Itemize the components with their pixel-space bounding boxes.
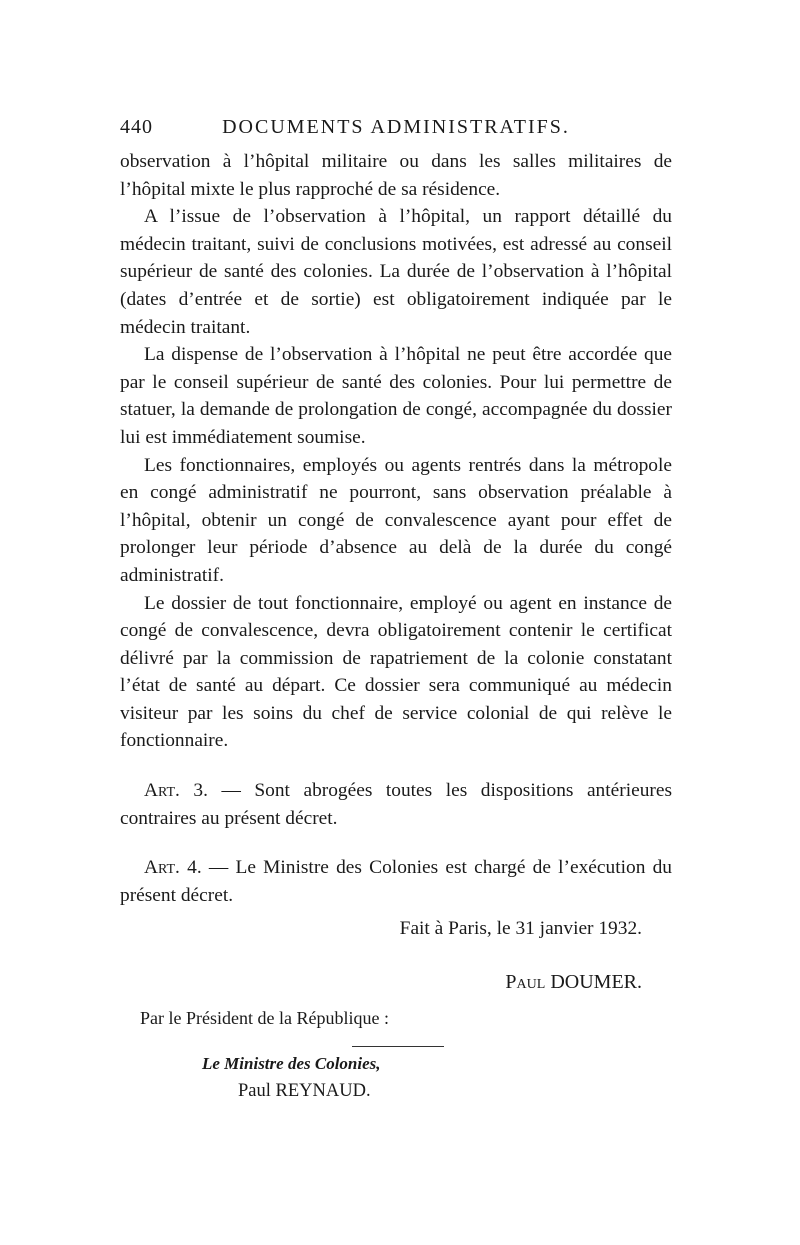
article-text: — Sont abrogées toutes les dispositions antérieures contraires au présent décret. xyxy=(120,780,672,829)
page-number: 440 xyxy=(120,116,153,138)
signatory xyxy=(120,969,672,997)
signatory-last-name: DOUMER. xyxy=(545,971,642,994)
signatory-first-name: Paul xyxy=(505,971,546,994)
article-label: Art. 4. xyxy=(144,857,202,879)
paragraph: Les fonctionnaires, employés ou agents rentrés dans la métropole en congé administratif ne pourront, sans observation préalable à l’hôpital, obtenir un congé de convalescence ayant pour effet de prolonger leur période d’absence au delà de la durée du congé administratif. xyxy=(120,454,672,586)
signed-at: Fait à Paris, le 31 janvier 1932. xyxy=(399,918,642,940)
minister-name: Paul REYNAUD. xyxy=(238,1080,371,1101)
article-3 xyxy=(120,777,672,832)
paragraph: Le dossier de tout fonctionnaire, employé ou agent en instance de congé de convalescence, devra obligatoirement contenir le certificat délivré par la commission de rapatriement de la colonie constatant l’état de santé au départ. Ce dossier sera communiqué au médecin visiteur par les soins du chef de service colonial de qui relève le fonctionnaire. xyxy=(120,592,672,752)
running-header xyxy=(120,116,672,146)
running-title: DOCUMENTS ADMINISTRATIFS. xyxy=(222,116,570,138)
minister-title: Le Ministre des Colonies, xyxy=(202,1054,381,1074)
page-body xyxy=(120,148,672,1105)
by-president-line: Par le Président de la République : xyxy=(140,1007,389,1028)
closing-rule xyxy=(352,1046,444,1047)
article-text: — Le Ministre des Colonies est chargé de l’exécution du présent décret. xyxy=(120,857,672,906)
paragraph-continued: observation à l’hôpital militaire ou dans les salles militaires de l’hôpital mixte le plus rapproché de sa résidence. xyxy=(120,151,672,200)
article-4 xyxy=(120,854,672,909)
article-label: Art. 3. xyxy=(144,780,208,802)
paragraph: La dispense de l’observation à l’hôpital ne peut être accordée que par le conseil supérieur de santé des colonies. Pour lui permettre de statuer, la demande de prolongation de congé, accompagnée du dossier lui est immédiatement soumise. xyxy=(120,344,672,448)
paragraph: A l’issue de l’observation à l’hôpital, un rapport détaillé du médecin traitant, suivi de conclusions motivées, est adressé au conseil supérieur de santé des colonies. La durée de l’observation à l’hôpital (dates d’entrée et de sortie) est obligatoirement indiquée par le médecin traitant. xyxy=(120,206,672,338)
